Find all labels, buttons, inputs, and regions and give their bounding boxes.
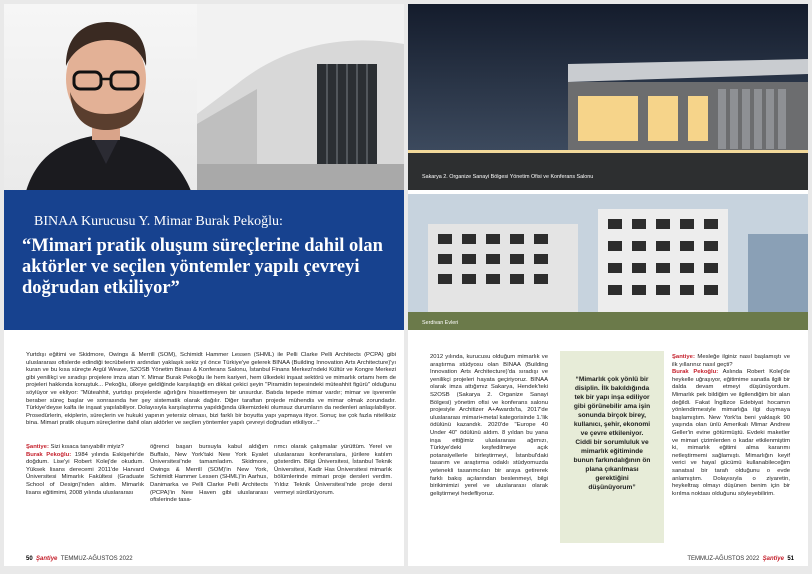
page-number: 51 bbox=[787, 556, 794, 562]
question-label: Şantiye: bbox=[672, 354, 695, 360]
right-column-1: 2012 yılında, kurucusu olduğum mimarlık ve araştırma stüdyosu olan BINAA (Building Innovation Arts Architecture)'da sıradışı ve yenilikçi projeleri hayata geçiriyoruz. BINAA olarak imza attığımız Sakarya, Hendek'teki S2OSB (Sakarya 2. Organize Sanayi Bölgesi) yönetim ofisi ve konferans salonu projesiyle Architizer A+Awards'ta, 2017'de uluslararası mimari+metal kategorisinde 1.'lik ödülünü kazandık. 2020'de "Europe 40 Under 40" ödülünü aldım. 8 yıldan bu yana inşa ettiğimiz uluslararası ağımızı, Türkiye'deki keşfedilmeye açık potansiyellerle birleştirmeyi, İstanbul'daki tasarım ve araştırma odaklı stüdyomuzda yetenekli tasarımcıları bir araya getirerek farklı bakış açılarından beslenmeyi, bilgi birikimimizi yerel ve uluslararası olarak geliştirmeyi hedefliyoruz. bbox=[430, 354, 548, 497]
residential-building-photo bbox=[408, 194, 808, 330]
interior-photo bbox=[197, 4, 404, 192]
portrait-photo bbox=[4, 4, 209, 199]
answer-label: Burak Pekoğlu: bbox=[672, 369, 719, 376]
photo-caption-conference: Sakarya 2. Organize Sanayi Bölgesi Yönetim Ofisi ve Konferans Salonu bbox=[422, 174, 594, 180]
pull-quote-box bbox=[560, 351, 664, 543]
photo-caption-residential: Serdivan Evleri bbox=[422, 320, 459, 326]
answer-text: 1984 yılında Eskişehir'de doğdum. Lise'yi Robert Kolej'de okudum. Yüksek lisans derecemi 2011'de Harvard Üniversitesi Mimarlık Fakültesi (Graduate School of Design)'nden aldım. Mimarlık lisans eğitimimi, 2008 yılında uluslararası bbox=[26, 451, 144, 496]
issue-date: TEMMUZ-AĞUSTOS 2022 bbox=[60, 556, 133, 562]
left-column-2: öğrenci başarı bursuyla kabul aldığım Buffalo, New York'taki New York Eyalet Üniversitesi'nde tamamladım. Skidmore, Owings & Merrill (SOM)'in New York, Schimidt Hammer Lessen (SHML)'in Aarhus, Danimarka ve Pelli Clarke Pelli Architects (PCPA)'in New Haven gibi uluslararası ofislerinde tasa- bbox=[150, 444, 268, 504]
left-column-1 bbox=[26, 444, 144, 497]
question-label: Şantiye: bbox=[26, 444, 49, 450]
conference-building-photo bbox=[408, 4, 808, 190]
right-column-3 bbox=[672, 354, 790, 498]
magazine-brand: Şantiye bbox=[762, 556, 784, 562]
answer-text: Aslında Robert Kolej'de heykelle uğraşıyor, eğitimime sanatla ilgili bir dalda devam etmeyi düşünüyordum. Mimarlık pek bildiğim ve ilgilendiğim bir alan değildi. Fakat İngilizce Edebiyat hocamın yönlendirmesiyle mimarlığa ilgi duymaya başlamıştım. New York'ta beni yaklaşık 90 yaşında olan ünlü Amerikalı Mimar Andrew Geller'in evine götürmüştü. Evdeki maketler ve mimari çizimlerden o kadar etkilenmiştim ki, mimarlık eğitimi alma kararımı netleştirmemi sağlamıştı. Mimarlığın keyif verici ve hayal gücümü kullanabileceğim sanatsal bir tarafı olduğunu o evde anlamıştım. Dolayısıyla o ziyaretin, heykeltraş olmayı düşünen benim için bir kırılma noktası olduğunu söyleyebilirim. bbox=[672, 369, 790, 497]
right-footer bbox=[687, 556, 794, 562]
article-kicker: BINAA Kurucusu Y. Mimar Burak Pekoğlu: bbox=[34, 214, 283, 229]
left-column-3: rımcı olarak çalışmalar yürüttüm. Yerel ve uluslararası konferanslara, jürilere katılım gösterdim. Bilgi Üniversitesi, İstanbul Teknik Üniversitesi, Kadir Has Üniversitesi mimarlık bölümlerinde mimari proje dersleri verdim. Yıldız Teknik Üniversitesi'nde proje dersi vermeyi sürdürüyorum. bbox=[274, 444, 392, 496]
question-text: Mesleğe ilginiz nasıl başlamıştı ve ilk yıllarınız nasıl geçti? bbox=[672, 354, 790, 368]
headline-quote: “Mimari pratik oluşum süreçlerine dahil olan aktörler ve seçilen yöntemler yapılı çevreyi doğrudan etkiliyor” bbox=[22, 236, 383, 298]
issue-date: TEMMUZ-AĞUSTOS 2022 bbox=[687, 556, 760, 562]
pull-quote: “Mimarlık çok yönlü bir disiplin. İlk bakıldığında tek bir yapı inşa ediliyor gibi görünebilir ama işin sonunda birçok birey, kullanıcı, şehir, ekonomi ve çevre etkileniyor. Ciddi bir sorumluluk ve mimarlık eğitiminde bunun farkındalığının ön plana çıkarılması gerektiğini düşünüyorum” bbox=[573, 376, 651, 491]
answer-label: Burak Pekoğlu: bbox=[26, 451, 72, 458]
left-footer bbox=[26, 556, 133, 562]
left-page bbox=[4, 4, 404, 566]
magazine-brand: Şantiye bbox=[36, 556, 58, 562]
right-page bbox=[408, 4, 808, 566]
page-number: 50 bbox=[26, 556, 33, 562]
question-text: Sizi kısaca tanıyabilir miyiz? bbox=[48, 444, 124, 450]
lead-paragraph: Yurtdışı eğitimi ve Skidmore, Owings & Merrill (SOM), Schimidt Hammer Lessen (SHML) ile Pelli Clarke Pelli Architects (PCPA) gibi uluslararası ofislerde edindiği tecrübelerin ardından yaklaşık sekiz yıl önce Türkiye'ye gelerek BINAA (Building Innovation Arts Architecture)'yı kuran ve bu kısa süreçte Argül Weave, S2OSB Yönetim Binası & Konferans Salonu, İstanbul Finans Merkezi'ndeki Kültür ve Kongre Merkezi gibi yenilikçi ve sıradışı projelere imza atan Y. Mimar Burak Pekoğlu ile hem kariyeri, hem ülkedeki inşaat sektörü ve mimarlık ortamı hem de projeleri hakkında konuştuk... Pekoğlu, ülkeye geldiğinde karşılaştığı en dikkat çekici şeyin "Piramidin tepesindeki müteahhit figürü" olduğunu söylüyor ve ekliyor: "Müteahhit, yurtdışı projelerde ağırlığını hissettirmeyen bir unsurdur. Batıda tepede mimar vardır; mimar ve işverenle beraber süreç başlar ve sonrasında her şey sistematik olarak dağılır. Diğer taraftan projede mühendis ve mimar olmak zorundadır. Türkiye'deyse kalfa ile inşaat yapılabiliyor. Dolayısıyla karşılaştırma yapıldığında ülkemizdeki olumsuz durumların da nedenleri anlaşılabiliyor. Prosedürlerin, ekiplerin, süreçlerin ve hukuki yapının yetersiz olması, bizi farklı bir boyutta yapı yapmaya itiyor. Sonuç ise çok fazla niteliksiz bina. Mimari pratik oluşum süreçlerine dahil olan aktörler ve seçilen yöntemler yapılı çevreyi doğrudan etkiliyor..." bbox=[26, 352, 396, 427]
